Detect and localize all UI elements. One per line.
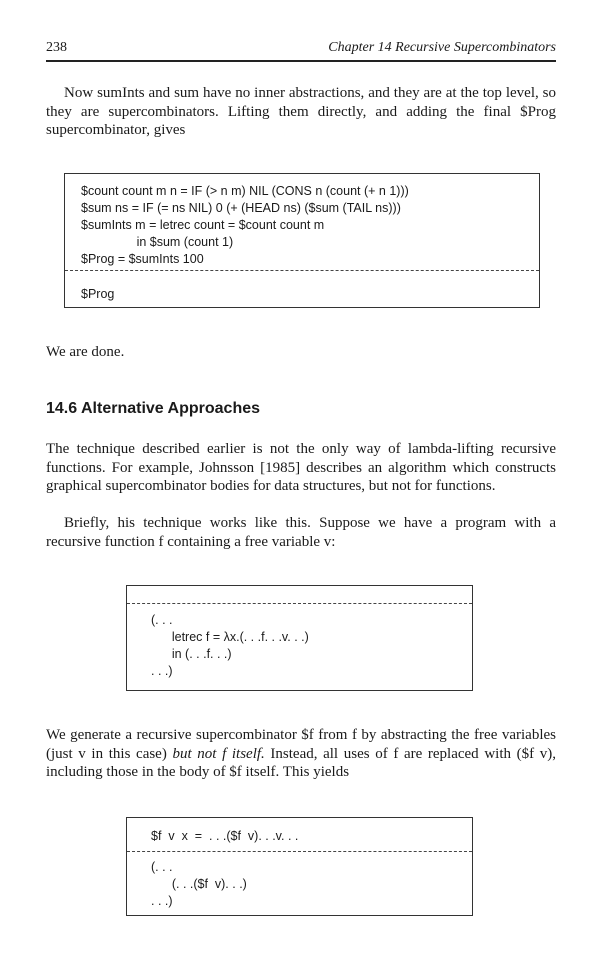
- running-head: Chapter 14 Recursive Supercombinators: [328, 40, 556, 55]
- page-number: 238: [46, 40, 67, 55]
- code-box-transformed-program: [126, 817, 473, 916]
- code-line: letrec f = λx.(. . .f. . .v. . .): [151, 630, 309, 644]
- code-box-supercombinators: [64, 173, 540, 308]
- code-definition: $f v x = . . .($f v). . .v. . .: [151, 829, 299, 843]
- paragraph-4-part1: We generate a recursive supercombinator $f from f by abstracting the free variables (just v in this case): [46, 727, 556, 762]
- page-header: [46, 38, 556, 62]
- code-line: $count count m n = IF (> n m) NIL (CONS n (count (+ n 1))): [81, 184, 409, 198]
- dashed-divider: [127, 851, 472, 852]
- section-heading: 14.6 Alternative Approaches: [46, 400, 261, 417]
- done-text: We are done.: [46, 344, 125, 360]
- code-line: $Prog = $sumInts 100: [81, 252, 204, 266]
- code-line: (. . .: [151, 613, 173, 627]
- code-line: in (. . .f. . .): [151, 647, 232, 661]
- dashed-divider: [65, 270, 539, 271]
- code-line: $sumInts m = letrec count = $count count m: [81, 218, 325, 232]
- code-line: (. . .($f v). . .): [151, 877, 247, 891]
- code-line: $sum ns = IF (= ns NIL) 0 (+ (HEAD ns) ($sum (TAIL ns))): [81, 201, 401, 215]
- paragraph-4-italic: but not f itself.: [172, 745, 265, 762]
- paragraph-2: The technique described earlier is not the only way of lambda-lifting recursive functions. For example, Johnsson [1985] describes an algorithm which constructs graphical supercombinator bodies for data structures, but not for functions.: [46, 441, 556, 494]
- dashed-divider: [127, 603, 472, 604]
- code-line: . . .): [151, 664, 173, 678]
- intro-paragraph: Now sumInts and sum have no inner abstractions, and they are at the top level, so they are supercombinators. Lifting them directly, and adding the final $Prog supercombinator, gives: [46, 85, 556, 138]
- paragraph-4-part2: Instead, all uses of f are replaced with ($f v), including those in the body of $f itself. This yields: [46, 745, 556, 780]
- code-expression: $Prog: [81, 287, 115, 301]
- code-line: in $sum (count 1): [81, 235, 234, 249]
- paragraph-3: Briefly, his technique works like this. Suppose we have a program with a recursive function f containing a free variable v:: [46, 515, 556, 550]
- code-line: . . .): [151, 894, 173, 908]
- code-line: (. . .: [151, 860, 173, 874]
- paragraph-4: [46, 726, 556, 782]
- code-box-original-program: [126, 585, 473, 691]
